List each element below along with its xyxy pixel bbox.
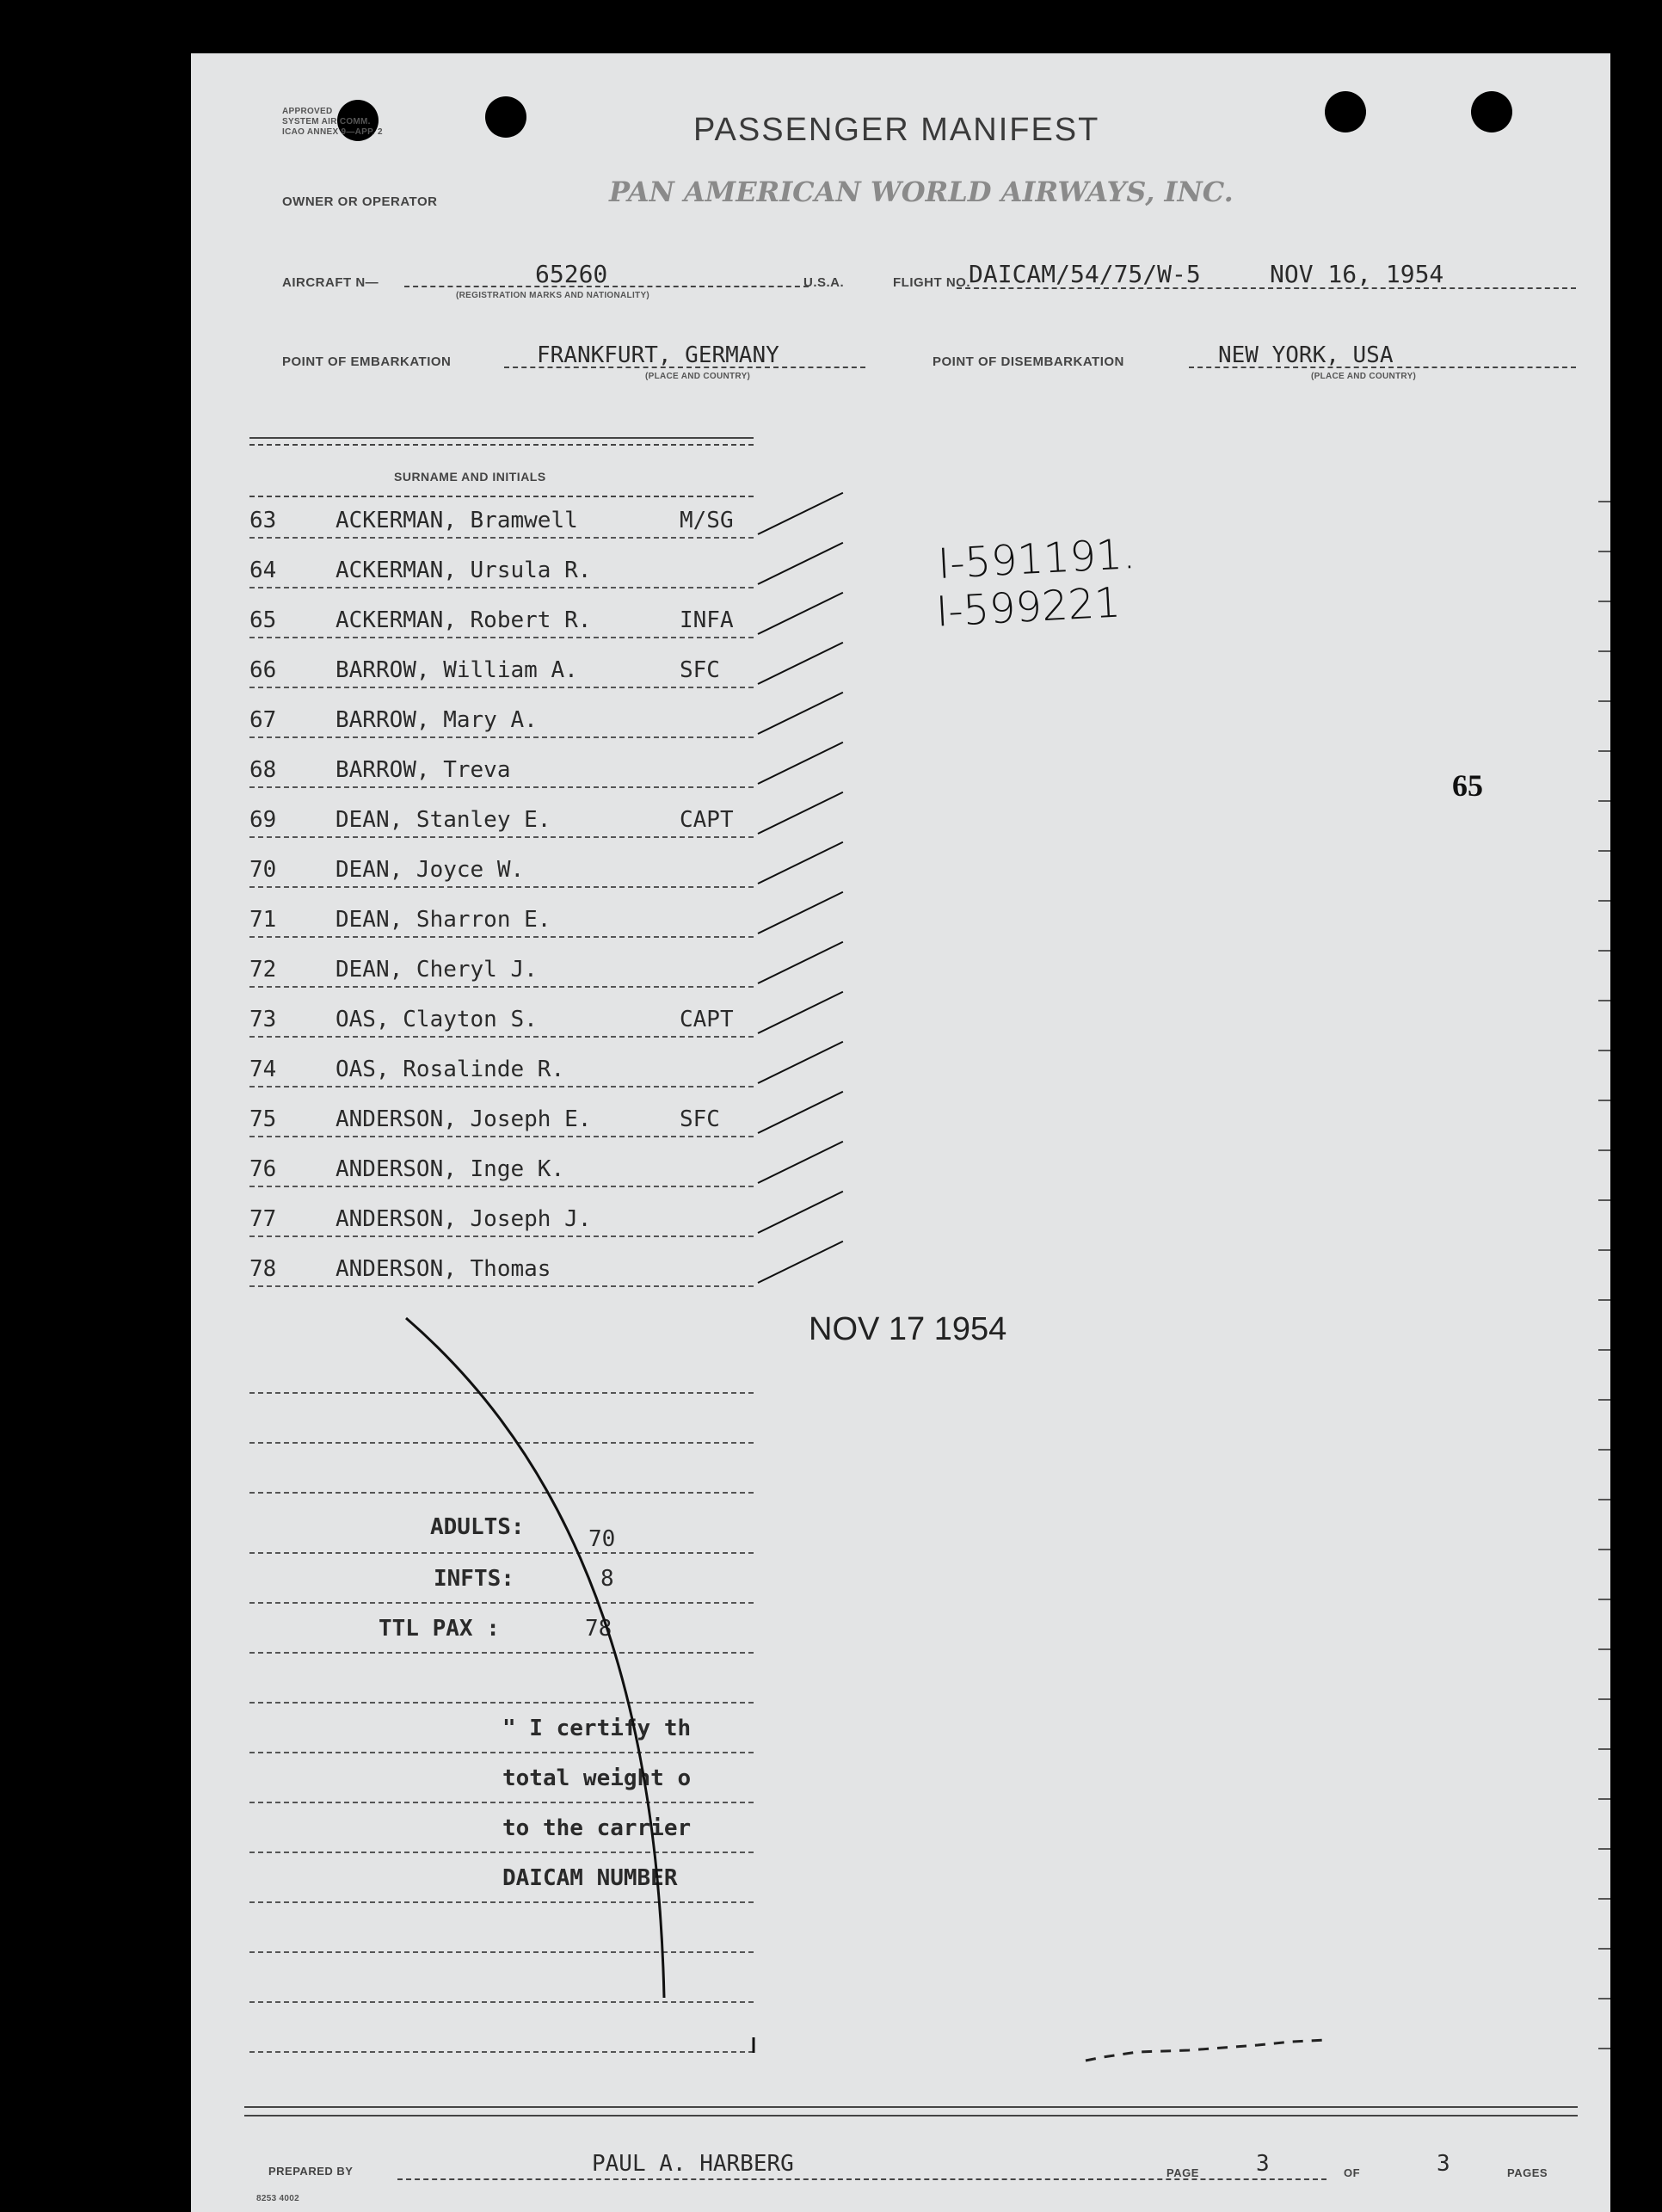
margin-tick <box>1598 1000 1610 1001</box>
approval-line: SYSTEM AIR COMM. <box>282 117 371 126</box>
blank-row-line <box>249 1392 754 1394</box>
passenger-name: ANDERSON, Joseph E. <box>335 1106 592 1132</box>
passenger-title: CAPT <box>680 1007 734 1032</box>
row-rule <box>249 936 754 938</box>
margin-tick <box>1598 950 1610 952</box>
passenger-number: 77 <box>249 1206 277 1232</box>
passenger-name: DEAN, Sharron E. <box>335 907 551 933</box>
passenger-row <box>249 757 754 800</box>
bottom-rule <box>244 2115 1578 2116</box>
margin-tick <box>1598 1100 1610 1101</box>
row-rule <box>249 537 754 539</box>
infants-value: 8 <box>600 1566 614 1592</box>
blank-row-line <box>249 1442 754 1444</box>
disembarkation-underline <box>1189 367 1576 368</box>
passenger-row <box>249 957 754 1000</box>
aircraft-underline <box>404 286 809 287</box>
row-rule <box>249 637 754 638</box>
country-label: U.S.A. <box>803 275 845 290</box>
passenger-number: 71 <box>249 907 277 933</box>
of-label: OF <box>1344 2166 1361 2179</box>
passenger-row <box>249 1057 754 1100</box>
passenger-number: 75 <box>249 1106 277 1132</box>
passenger-number: 73 <box>249 1007 277 1032</box>
margin-tick <box>1598 900 1610 902</box>
passenger-number: 69 <box>249 807 277 833</box>
check-mark <box>758 542 844 585</box>
margin-tick <box>1598 1199 1610 1201</box>
blank-row-line <box>249 1702 754 1704</box>
page-stamp: 65 <box>1452 768 1483 803</box>
margin-tick <box>1598 1449 1610 1451</box>
check-mark <box>758 592 844 635</box>
embarkation-label: POINT OF EMBARKATION <box>282 354 452 369</box>
blank-row-line <box>249 2051 754 2053</box>
passenger-row <box>249 1007 754 1050</box>
margin-tick <box>1598 800 1610 802</box>
handwritten-id: I-591191. <box>936 530 1137 588</box>
margin-tick <box>1598 2048 1610 2049</box>
certify-line: total weight o <box>502 1765 692 1791</box>
handwritten-id: I-599221 <box>934 578 1123 637</box>
blank-row-line <box>249 1652 754 1654</box>
row-rule <box>249 687 754 688</box>
row-rule <box>249 886 754 888</box>
passenger-row <box>249 1256 754 1299</box>
margin-tick <box>1598 551 1610 552</box>
margin-tick <box>1598 1599 1610 1600</box>
header-rule <box>249 444 754 446</box>
passenger-number: 64 <box>249 558 277 583</box>
check-mark <box>758 742 844 785</box>
adults-value: 70 <box>588 1526 616 1552</box>
passenger-row <box>249 807 754 850</box>
place-caption: (PLACE AND COUNTRY) <box>1311 372 1417 381</box>
blank-row-line <box>249 1552 754 1554</box>
page-number: 3 <box>1256 2151 1270 2177</box>
passenger-row <box>249 1206 754 1249</box>
check-mark <box>758 692 844 735</box>
margin-tick <box>1598 650 1610 652</box>
punch-hole <box>485 96 526 138</box>
flight-date: NOV 16, 1954 <box>1270 260 1444 288</box>
passenger-title: SFC <box>680 657 720 683</box>
flight-number: DAICAM/54/75/W-5 <box>969 260 1201 288</box>
punch-hole <box>1471 91 1512 132</box>
row-rule <box>249 1086 754 1088</box>
margin-tick <box>1598 1349 1610 1351</box>
prepared-by: PAUL A. HARBERG <box>592 2151 794 2177</box>
passenger-number: 70 <box>249 857 277 883</box>
margin-tick <box>1598 1998 1610 1999</box>
row-rule <box>249 1285 754 1287</box>
margin-tick <box>1598 1648 1610 1650</box>
flight-label: FLIGHT NO. <box>893 275 970 290</box>
blank-row-line <box>249 1852 754 1853</box>
embarkation-value: FRANKFURT, GERMANY <box>537 342 779 368</box>
passenger-name: DEAN, Cheryl J. <box>335 957 538 983</box>
passenger-row <box>249 657 754 700</box>
disembarkation-label: POINT OF DISEMBARKATION <box>933 354 1124 369</box>
passenger-row <box>249 907 754 950</box>
passenger-row <box>249 707 754 750</box>
passenger-number: 68 <box>249 757 277 783</box>
row-rule <box>249 1186 754 1187</box>
margin-tick <box>1598 1698 1610 1700</box>
blank-row-line <box>249 1752 754 1753</box>
passenger-number: 74 <box>249 1057 277 1082</box>
row-rule <box>249 786 754 788</box>
bottom-rule <box>244 2106 1578 2108</box>
approval-line: APPROVED <box>282 107 333 116</box>
margin-tick <box>1598 1249 1610 1251</box>
passenger-name: ACKERMAN, Ursula R. <box>335 558 592 583</box>
margin-tick <box>1598 1149 1610 1151</box>
margin-tick <box>1598 850 1610 852</box>
check-mark <box>758 891 844 934</box>
header-rule <box>249 496 754 497</box>
passenger-row <box>249 607 754 650</box>
passenger-name: BARROW, William A. <box>335 657 578 683</box>
certify-line: to the carrier <box>502 1815 692 1841</box>
row-rule <box>249 986 754 988</box>
row-rule <box>249 1235 754 1237</box>
certify-line: " I certify th <box>502 1716 692 1741</box>
blank-row-line <box>249 1802 754 1803</box>
margin-tick <box>1598 1748 1610 1750</box>
aircraft-label: AIRCRAFT N— <box>282 275 379 290</box>
passenger-name: OAS, Rosalinde R. <box>335 1057 565 1082</box>
passenger-row <box>249 508 754 551</box>
infants-label: INFTS: <box>434 1566 514 1592</box>
margin-tick <box>1598 501 1610 502</box>
passenger-name: ANDERSON, Thomas <box>335 1256 551 1282</box>
passenger-number: 66 <box>249 657 277 683</box>
margin-tick <box>1598 1898 1610 1900</box>
place-caption: (PLACE AND COUNTRY) <box>645 372 751 381</box>
check-mark <box>758 792 844 835</box>
check-mark <box>758 991 844 1034</box>
blank-row-line <box>249 1951 754 1953</box>
certify-line: DAICAM NUMBER <box>502 1865 678 1891</box>
passenger-row <box>249 1156 754 1199</box>
registration-caption: (REGISTRATION MARKS AND NATIONALITY) <box>456 291 650 300</box>
passenger-number: 76 <box>249 1156 277 1182</box>
margin-tick <box>1598 1499 1610 1500</box>
margin-tick <box>1598 1848 1610 1850</box>
pages-label: PAGES <box>1507 2166 1548 2179</box>
page-label: PAGE <box>1166 2166 1199 2179</box>
margin-tick <box>1598 601 1610 602</box>
check-mark <box>758 642 844 685</box>
check-mark <box>758 841 844 884</box>
margin-tick <box>1598 700 1610 702</box>
prepared-label: PREPARED BY <box>268 2165 354 2178</box>
blank-row-line <box>249 1492 754 1494</box>
manifest-page <box>191 53 1610 2212</box>
date-stamp: NOV 17 1954 <box>809 1311 1007 1347</box>
passenger-number: 67 <box>249 707 277 733</box>
header-rule <box>249 437 754 439</box>
passenger-title: INFA <box>680 607 734 633</box>
approval-line: ICAO ANNEX 9—APP. 2 <box>282 127 383 137</box>
passenger-number: 65 <box>249 607 277 633</box>
blank-row-line <box>249 2001 754 2003</box>
passenger-row <box>249 558 754 601</box>
row-rule <box>249 587 754 588</box>
total-pages: 3 <box>1437 2151 1450 2177</box>
disembarkation-value: NEW YORK, USA <box>1218 342 1394 368</box>
passenger-name: DEAN, Joyce W. <box>335 857 525 883</box>
passenger-name: BARROW, Treva <box>335 757 511 783</box>
passenger-name: BARROW, Mary A. <box>335 707 538 733</box>
aircraft-number: 65260 <box>535 260 608 288</box>
form-code: 8253 4002 <box>256 2194 299 2203</box>
margin-tick <box>1598 1549 1610 1550</box>
check-mark <box>758 1241 844 1284</box>
row-rule <box>249 1136 754 1137</box>
margin-tick <box>1598 1299 1610 1301</box>
adults-label: ADULTS: <box>430 1514 525 1540</box>
passenger-name: ANDERSON, Inge K. <box>335 1156 565 1182</box>
passenger-name: ANDERSON, Joseph J. <box>335 1206 592 1232</box>
margin-tick <box>1598 750 1610 752</box>
blank-row-line <box>249 1901 754 1903</box>
passenger-number: 78 <box>249 1256 277 1282</box>
row-rule <box>249 736 754 738</box>
row-rule <box>249 836 754 838</box>
passenger-number: 72 <box>249 957 277 983</box>
passenger-row <box>249 857 754 900</box>
margin-tick <box>1598 1050 1610 1051</box>
total-label: TTL PAX : <box>379 1616 500 1642</box>
passenger-name: ACKERMAN, Robert R. <box>335 607 592 633</box>
margin-tick <box>1598 1948 1610 1950</box>
owner-label: OWNER OR OPERATOR <box>282 194 438 209</box>
passenger-name: ACKERMAN, Bramwell <box>335 508 578 533</box>
punch-hole <box>1325 91 1366 132</box>
embarkation-underline <box>504 367 865 368</box>
total-value: 78 <box>585 1616 612 1642</box>
check-mark <box>758 1091 844 1134</box>
passenger-title: M/SG <box>680 508 734 533</box>
operator-name: PAN AMERICAN WORLD AIRWAYS, INC. <box>609 176 1234 208</box>
passenger-title: SFC <box>680 1106 720 1132</box>
passenger-number: 63 <box>249 508 277 533</box>
row-rule <box>249 1036 754 1038</box>
passenger-row <box>249 1106 754 1149</box>
check-mark <box>758 941 844 984</box>
check-mark <box>758 492 844 535</box>
margin-tick <box>1598 1798 1610 1800</box>
passenger-name: OAS, Clayton S. <box>335 1007 538 1032</box>
margin-tick <box>1598 1399 1610 1401</box>
passenger-name: DEAN, Stanley E. <box>335 807 551 833</box>
blank-row-line <box>249 1602 754 1604</box>
form-title: PASSENGER MANIFEST <box>693 112 1100 148</box>
passenger-title: CAPT <box>680 807 734 833</box>
list-header: SURNAME AND INITIALS <box>394 470 546 484</box>
check-mark <box>758 1141 844 1184</box>
flight-underline <box>957 287 1576 289</box>
check-mark <box>758 1191 844 1234</box>
check-mark <box>758 1041 844 1084</box>
